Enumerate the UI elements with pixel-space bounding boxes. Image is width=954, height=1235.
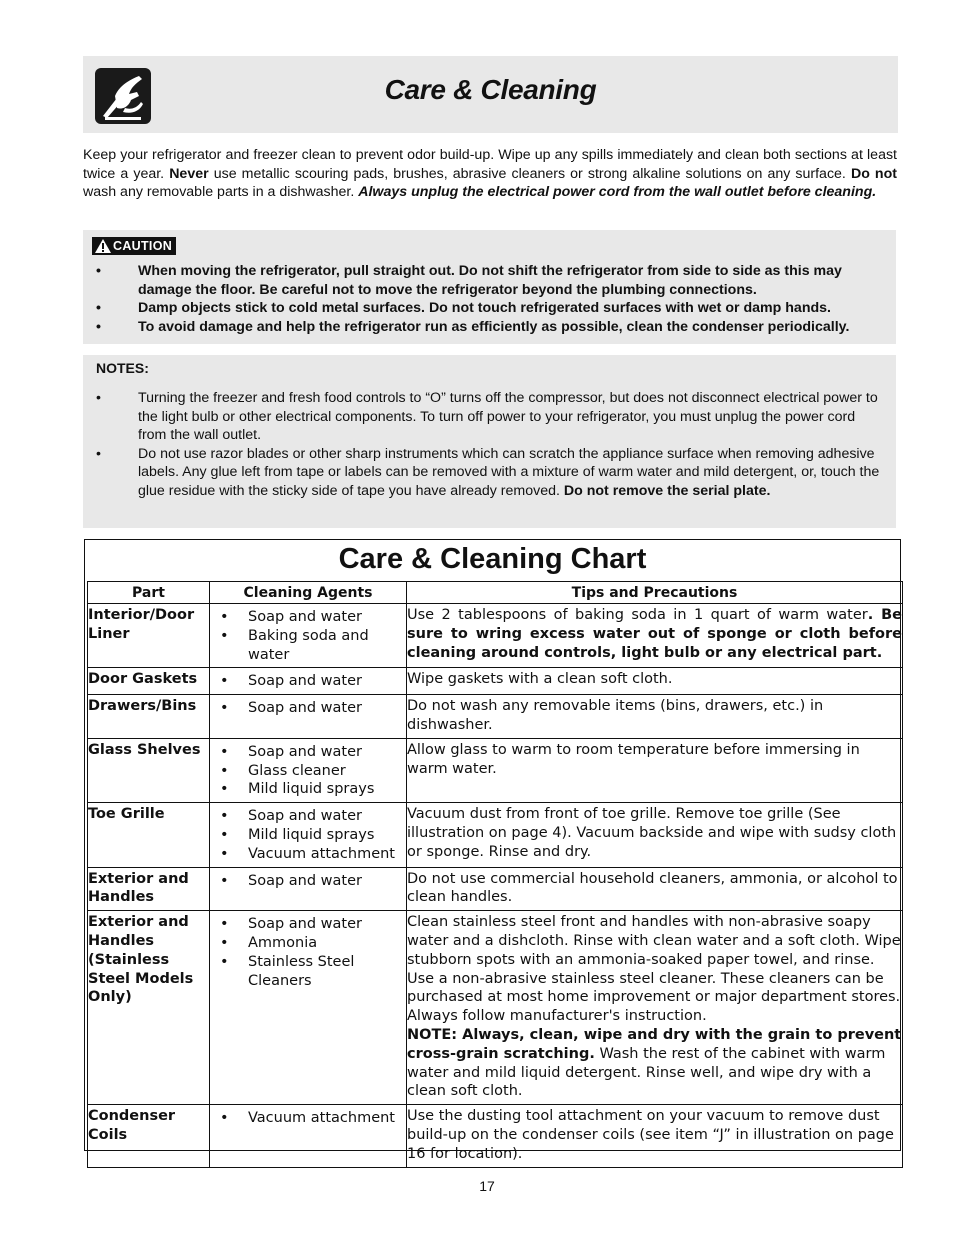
list-item: • Turning the freezer and fresh food controls to “O” turns off the compressor, but does not disconnect electrical power to the light bulb or other electrical components. To turn off power to your refrigerator, you must unplug the power cord from the wall outlet. <box>96 390 878 444</box>
agents-cell: • Soap and water <box>210 695 407 739</box>
agents-cell: • Soap and water <box>210 668 407 695</box>
tips-cell: Do not use commercial household cleaners, ammonia, or alcohol to clean handles. <box>407 867 903 911</box>
table-row <box>88 695 903 739</box>
column-header-part: Part <box>88 582 210 604</box>
list-item: • Do not use razor blades or other sharp instruments which can scratch the appliance surface when removing adhesive labels. Any glue left from tape or labels can be removed with a mixture of warm water and mild detergent, or, touch the glue residue with the sticky side of tape you have already removed. Do not remove the serial plate. <box>96 445 880 499</box>
agents-cell: • Soap and water • Mild liquid sprays • Vacuum attachment <box>210 803 407 867</box>
table-row <box>88 1105 903 1167</box>
part-cell: Interior/Door Liner <box>88 604 210 668</box>
tips-cell: Use the dusting tool attachment on your vacuum to remove dust build-up on the condenser coils (see item “J” in illustration on page 16 for location). <box>407 1105 903 1167</box>
tips-cell: Use 2 tablespoons of baking soda in 1 quart of warm water. Be sure to wring excess water out of sponge or cloth before cleaning around controls, light bulb or any electrical part. <box>407 604 903 668</box>
table-row <box>88 803 903 867</box>
tips-cell: Do not wash any removable items (bins, drawers, etc.) in dishwasher. <box>407 695 903 739</box>
page-number: 17 <box>479 1178 495 1194</box>
part-cell: Drawers/Bins <box>88 695 210 739</box>
page-title: Care & Cleaning <box>384 74 597 105</box>
warning-icon <box>95 239 111 253</box>
table-row <box>88 738 903 802</box>
agents-cell: • Soap and water • Glass cleaner • Mild liquid sprays <box>210 738 407 802</box>
part-cell: Door Gaskets <box>88 668 210 695</box>
chart-title: Care & Cleaning Chart <box>338 543 647 575</box>
notes-title: NOTES: <box>96 360 149 376</box>
column-header-tips: Tips and Precautions <box>407 582 903 604</box>
cleaning-chart-table <box>87 581 903 1168</box>
notes-list <box>83 389 896 501</box>
table-row <box>88 867 903 911</box>
tips-cell: Clean stainless steel front and handles with non-abrasive soapy water and a dishcloth. Rinse with clean water and a soft cloth. Wipe stubborn spots with an ammonia-soaked paper towel, and rinse. Use a non-abrasive stainless steel cleaner. These cleaners can be purchased at most home improvement or major department stores. Always follow manufacturer's instruction. NOTE: Always, clean, wipe and dry with the grain to prevent cross-grain scratching. Wash the rest of the cabinet with warm water and mild liquid detergent. Rinse well, and wipe dry with a clean soft cloth. <box>407 911 903 1105</box>
caution-list <box>83 262 896 336</box>
agents-cell: • Soap and water <box>210 867 407 911</box>
part-cell: Toe Grille <box>88 803 210 867</box>
table-row <box>88 668 903 695</box>
list-item: • To avoid damage and help the refrigerator run as efficiently as possible, clean the condenser periodically. <box>96 318 850 335</box>
table-row <box>88 911 903 1105</box>
section-header <box>83 56 898 133</box>
tips-cell: Wipe gaskets with a clean soft cloth. <box>407 668 903 695</box>
part-cell: Condenser Coils <box>88 1105 210 1167</box>
notes-box <box>83 355 896 528</box>
table-header-row <box>88 582 903 604</box>
list-item: • When moving the refrigerator, pull straight out. Do not shift the refrigerator from side to side as this may damage the floor. Be careful not to move the refrigerator beyond the plumbing connections. <box>96 263 842 298</box>
intro-paragraph: Keep your refrigerator and freezer clean to prevent odor build-up. Wipe up any spills immediately and clean both sections at least twice a year. Never use metallic scouring pads, brushes, abrasive cleaners or strong alkaline solutions on any surface. Do not wash any removable parts in a dishwasher. Always unplug the electrical power cord from the wall outlet before cleaning. <box>83 147 897 201</box>
agents-cell: • Soap and water • Baking soda and water <box>210 604 407 668</box>
caution-box <box>83 230 896 344</box>
table-row <box>88 604 903 668</box>
part-cell: Exterior and Handles (Stainless Steel Models Only) <box>88 911 210 1105</box>
tips-cell: Vacuum dust from front of toe grille. Remove toe grille (See illustration on page 4). Vacuum backside and wipe with sudsy cloth or sponge. Rinse and dry. <box>407 803 903 867</box>
list-item: • Damp objects stick to cold metal surfaces. Do not touch refrigerated surfaces with wet or damp hands. <box>96 300 831 317</box>
column-header-agents: Cleaning Agents <box>210 582 407 604</box>
agents-cell: • Soap and water • Ammonia • Stainless Steel Cleaners <box>210 911 407 1105</box>
part-cell: Glass Shelves <box>88 738 210 802</box>
part-cell: Exterior and Handles <box>88 867 210 911</box>
agents-cell: • Vacuum attachment <box>210 1105 407 1167</box>
tips-cell: Allow glass to warm to room temperature before immersing in warm water. <box>407 738 903 802</box>
caution-badge: CAUTION <box>92 237 176 255</box>
